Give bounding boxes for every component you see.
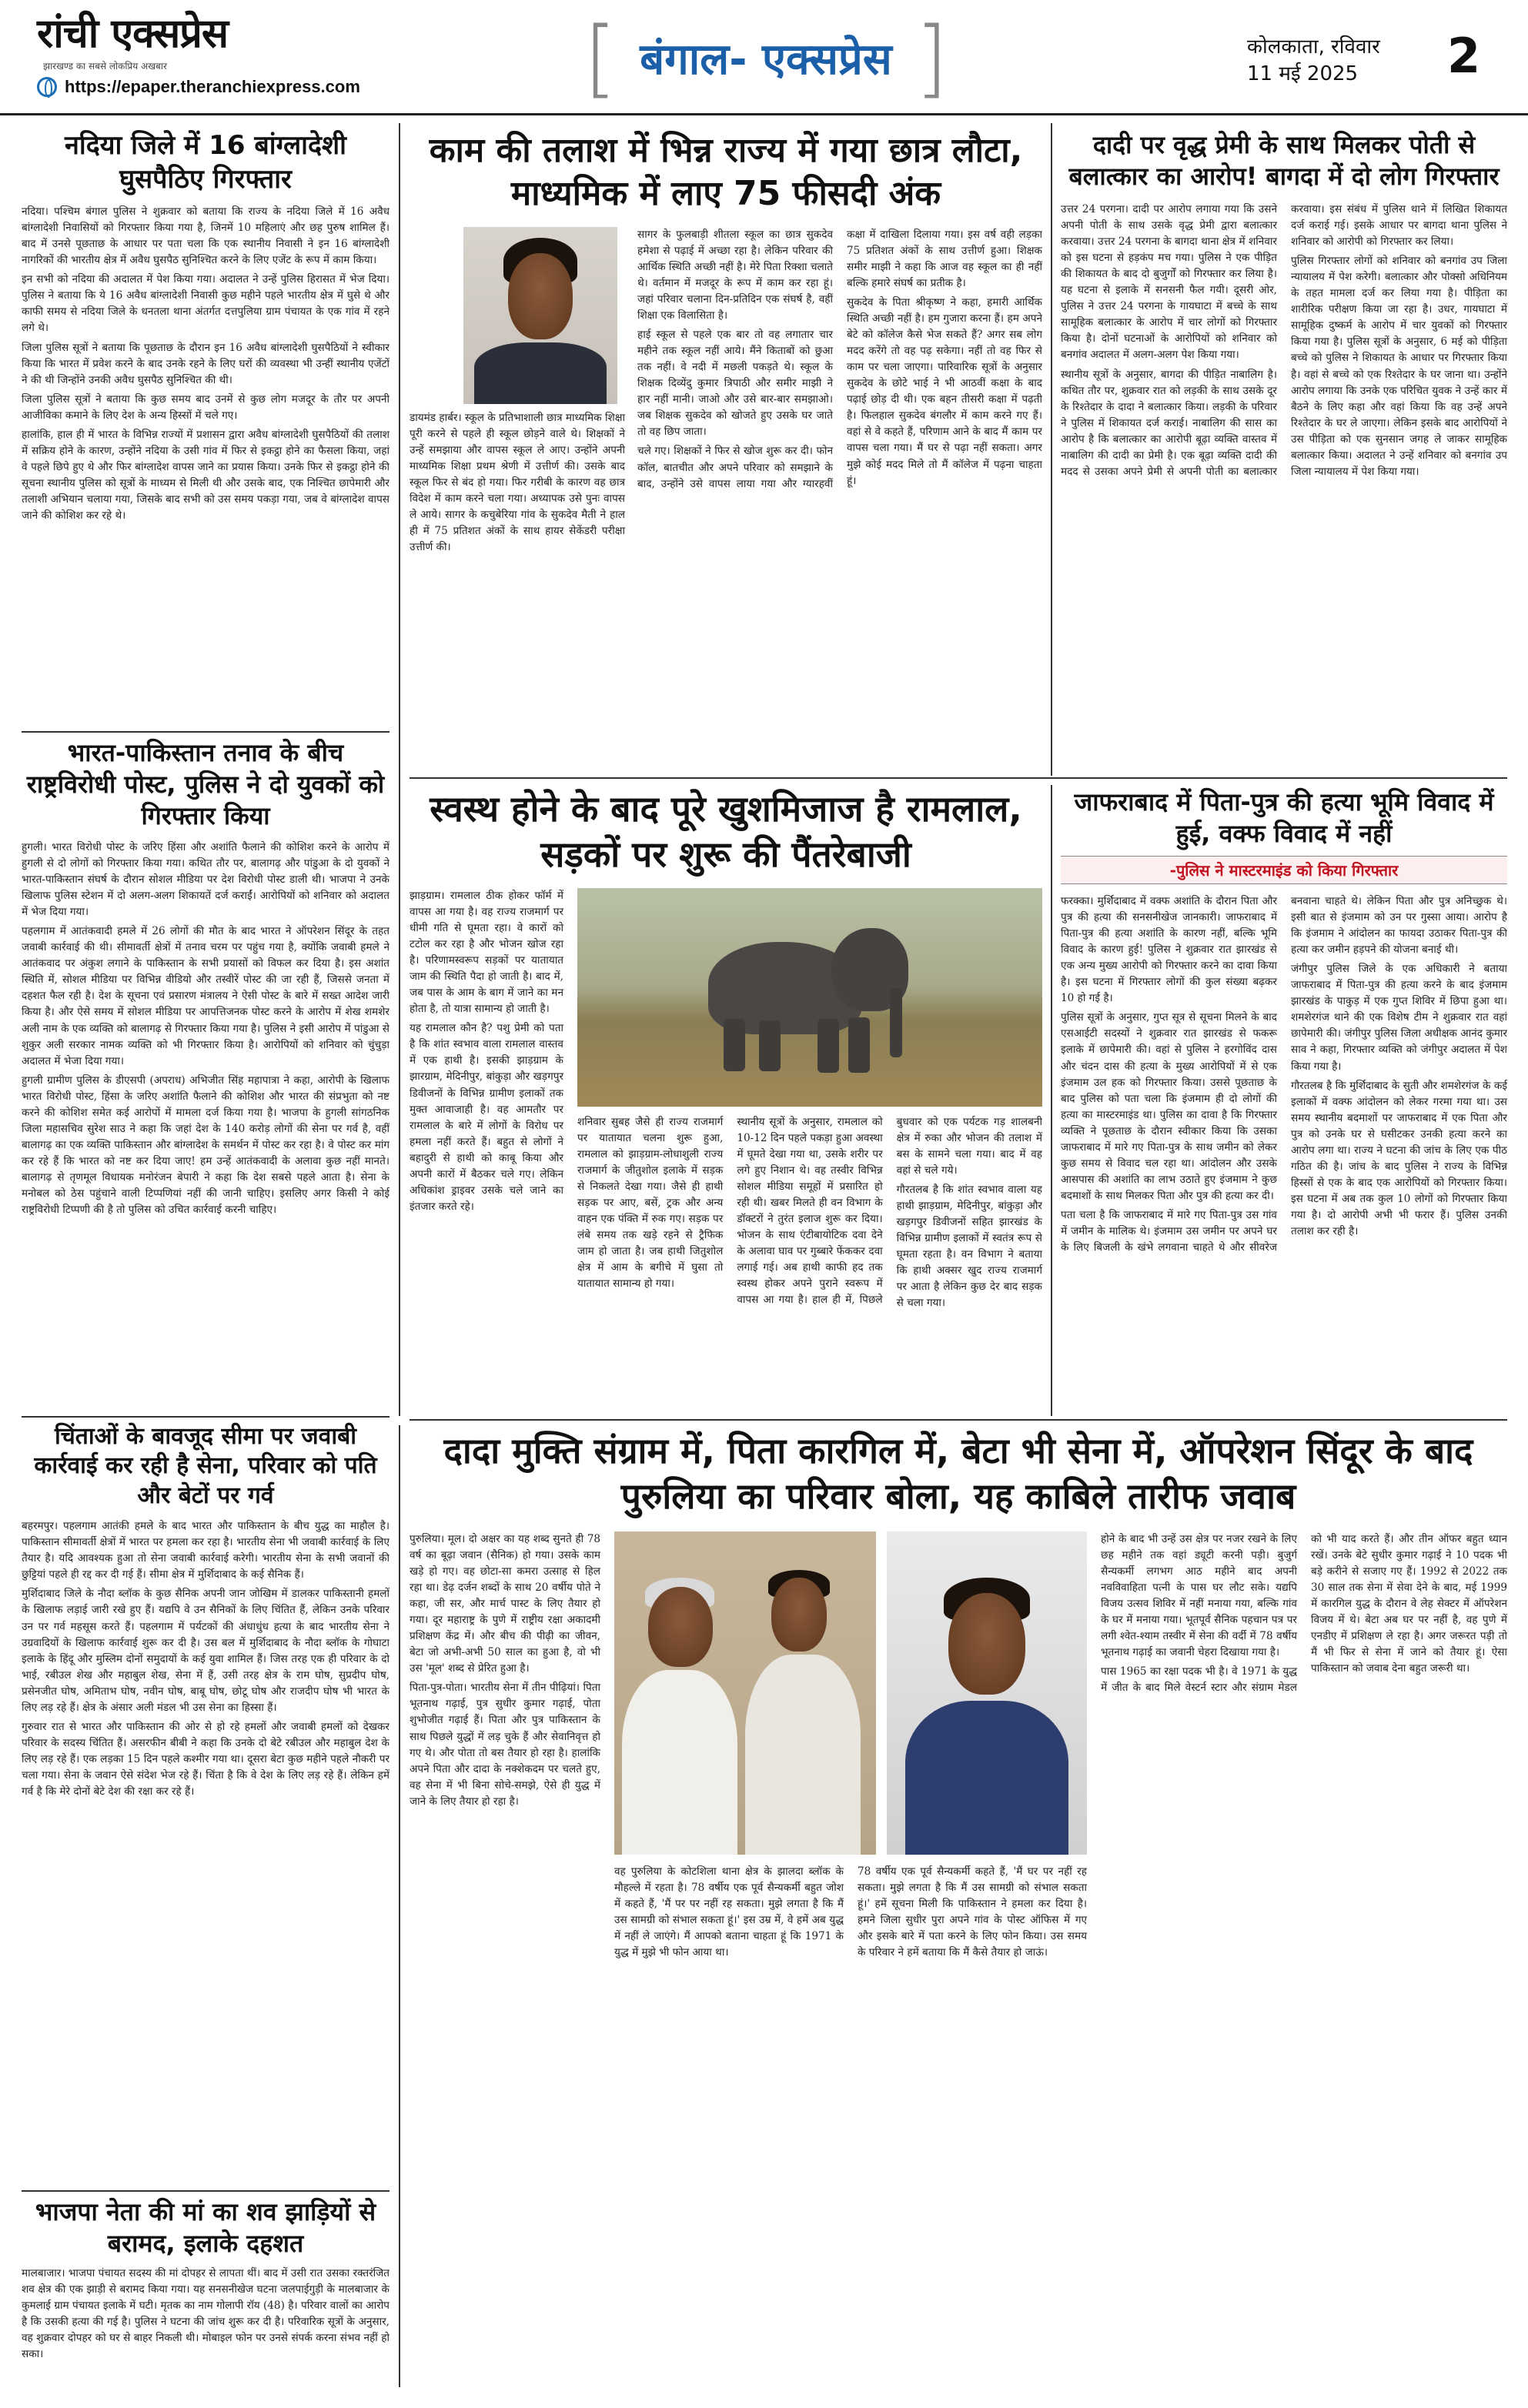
- paragraph: डायमंड हार्बर। स्कूल के प्रतिभाशाली छात्र माध्यमिक शिक्षा पूरी करने से पहले ही स्कूल छोड़ने वाले थे। शिक्षकों ने उन्हें समझाया और वापस स्कूल ले आए। उन्होंने अपनी माध्यमिक शिक्षा प्रथम श्रेणी में उत्तीर्ण की। उसके बाद स्कूल फिर से बंद हो गया। फिर गरीबी के कारण वह छात्र विदेश में काम करने चला गया। अध्यापक उसे पुनः वापस ले आये। सागर के कचुबेरिया गांव के सुकदेव मैती ने हाल ही में 75 प्रतिशत अंकों के साथ हायर सेकेंडरी परीक्षा उत्तीर्ण की।: [410, 411, 625, 554]
- article-purulia: [410, 1428, 1507, 2387]
- article-body: [22, 840, 390, 1218]
- paragraph: होने के बाद भी उन्हें उस क्षेत्र पर नजर रखने के लिए छह महीने तक वहां ड्यूटी करनी पड़ी। बुजुर्ग सैन्यकर्मी लगभग आठ महीने बाद अपनी नवविवाहिता पत्नी के पास घर लौट सके। यद्यपि विजय उत्सव शिविर में नहीं मनाया गया, बल्कि गांव के घर में मनाया गया। भूतपूर्व सैनिक पहचान पत्र पर लगी श्वेत-श्याम तस्वीर में सेना की वर्दी में 78 वर्षीय भूतनाथ गढ़ाई का जवानी चेहरा दिखाया गया है।: [1101, 1532, 1297, 1659]
- face-shape: [771, 1578, 827, 1652]
- section-divider: [22, 1416, 390, 1418]
- section-divider: [22, 2190, 390, 2192]
- article-body: [410, 410, 625, 556]
- brand-logo[interactable]: [37, 5, 406, 74]
- paragraph: हुगली। भारत विरोधी पोस्ट के जरिए हिंसा और अशांति फैलाने की कोशिश करने के आरोप में हुगली से दो लोगों को गिरफ्तार किया गया। कथित तौर पर, बालागढ़ और पांडुआ के दो युवकों ने भारत-पाकिस्तान संघर्ष के दौरान सोशल मीडिया पर देश विरोधी पोस्ट डाली थी। भाजपा ने उनके खिलाफ पुलिस स्टेशन में दो अलग-अलग शिकायतें दर्ज कराईं। आरोपियों को शनिवार को अदालत में भेज दिया गया।: [22, 840, 390, 919]
- paragraph: वह पुरुलिया के कोटशिला थाना क्षेत्र के झालदा ब्लॉक के मौहल्ले में रहता है। 78 वर्षीय एक पूर्व सैन्यकर्मी बहुत जोश में कहते हैं, 'मैं पर पर नहीं रह सकता। मुझे लगता है कि मैं उस सामग्री को संभाल सकता हूं।' इस उम्र में, वे हमें अब युद्ध में नहीं ले जाएंगे। मैं आपको बताना चाहता हूं कि 1971 के युद्ध में मुझे भी फोन आया था।: [614, 1865, 844, 1959]
- elephant-leg-shape: [848, 1017, 870, 1073]
- paragraph: सागर के फुलबाड़ी शीतला स्कूल का छात्र सुकदेव हमेशा से पढ़ाई में अच्छा रहा है। लेकिन परिवार की आर्थिक स्थिति अच्छी नहीं है। मेरे पिता रिक्शा चलाते थे। वर्तमान में मजदूर के रूप में काम कर रहा हूं। जहां परिवार चलाना दिन-प्रतिदिन एक संघर्ष है, वहीं शिक्षा एक विलासिता है।: [637, 228, 833, 322]
- article-body: [22, 2266, 390, 2363]
- section-banner: [566, 8, 966, 107]
- paragraph: गौरतलब है कि मुर्शिदाबाद के सुती और शमशेरगंज के कई इलाकों में वक्फ आंदोलन को लेकर गरमा गया था। उस समय स्थानीय बदमाशों पर जाफराबाद में एक पिता और पुत्र को उनके घर से घसीटकर उनकी हत्या करने का आरोप लगा था। राज्य ने घटना की जांच के लिए एक पीठ गठित की है। जांच के बाद पुलिस ने राज्य के विभिन्न हिस्सों से एक के बाद एक आरोपियों को गिरफ्तार किया। इस घटना में अब तक कुल 10 लोगों को गिरफ्तार किया गया है। दो आरोपी अभी भी फरार हैं। पुलिस उनकी तलाश कर रही है।: [1291, 1079, 1507, 1238]
- paragraph: बहरमपुर। पहलगाम आतंकी हमले के बाद भारत और पाकिस्तान के बीच युद्ध का माहौल है। पाकिस्तान सीमावर्ती क्षेत्रों में भारत पर हमला कर रहा है। भारतीय सेना भी जवाबी कार्रवाई के लिए तैयार है। यदि आवश्यक हुआ तो सेना जवाबी कार्रवाई करेगी। भारतीय सेना के सभी जवानों की छुट्टियां पहले ही रद्द कर दी गई हैं। सीमा क्षेत्र में मुर्शिदाबाद के कई सैनिक हैं।: [22, 1520, 390, 1581]
- bracket-right-icon: ]: [914, 8, 948, 107]
- paragraph: पुलिस गिरफ्तार लोगों को शनिवार को बनगांव उप जिला न्यायालय में पेश करेगी। बलात्कार और पोक्सो अधिनियम के तहत मामला दर्ज कर लिया गया है। पीड़िता का शारीरिक परीक्षण किया जा रहा है। उधर, गायघाटा में सामूहिक दुष्कर्म के आरोप में चार युवकों को गिरफ्तार किया गया है। पुलिस सूत्रों के अनुसार, 6 मई को पीड़िता बच्चे को पुलिस ने शिकायत के आधार पर गिरफ्तार किया है। वहां से बच्चे को एक रिश्तेदार के घर जाना था। उन्होंने आरोप लगाया कि उनके एक परिचित युवक ने उन्हें कार में बैठने के लिए कहा और वहां किया कि वह उन्हें अपने रिश्तेदार के घर ले जाएगा। लेकिन इसके बाद आरोपियों ने उस पीड़िता को एक सुनसान जगह ले जाकर सामूहिक बलात्कार किया। अदालत ने उन्हें शनिवार को बनगांव उप जिला न्यायालय में पेश किया गया।: [1291, 255, 1507, 478]
- face-shape: [948, 1593, 1025, 1695]
- article-body: [1101, 1531, 1507, 2363]
- elephant-leg-shape: [759, 1020, 781, 1071]
- paragraph: पुलिस सूत्रों के अनुसार, गुप्त सूत्र से सूचना मिलने के बाद एसआईटी सदस्यों ने शुक्रवार रात झारखंड से फकरू इलाके में छापेमारी की। वहां से पुलिस ने हरगोविंद दास और चंदन दास की हत्या के मुख्य आरोपियों में से एक इंजमाम उल हक को गिरफ्तार किया। उससे पूछताछ के बाद पुलिस को पता चला कि इंजमाम ही दो लोगों की हत्या का मास्टरमाइंड था। पुलिस का दावा है कि गिरफ्तार व्यक्ति ने पूछताछ के दौरान स्वीकार किया कि उसका जाफराबाद में मारे गए पिता-पुत्र के साथ जमीन को लेकर कुछ समय से विवाद चल रहा था। आंदोलन और उसके आसपास की अशांति का लाभ उठाते हुए इंजमाम ने कुछ बदमाशों के साथ मिलकर पिता और पुत्र की हत्या कर दी।: [1061, 1011, 1277, 1203]
- paragraph: जिला पुलिस सूत्रों ने बताया कि कुछ समय बाद उनमें से कुछ लोग मजदूर के तौर पर अपनी आजीविका कमाने के लिए देश के अन्य हिस्सों में चले गए।: [22, 392, 390, 422]
- paragraph: पता चला है कि जाफराबाद में मारे गए पिता-पुत्र उस गांव में जमीन के मालिक थे। इंजमाम उस जमीन पर अपने घर के लिए बिजली के खंभे लगवाना चाहते थे और सीवरेज बनवाना चाहते थे। लेकिन पिता और पुत्र अनिच्छुक थे। इसी बात से इंजमाम को उन पर गुस्सा आया। आरोप है कि इंजमाम ने आंदोलन का फायदा उठाकर पिता-पुत्र की हत्या कर जमीन हड़पने की योजना बनाई थी।: [1061, 894, 1507, 1254]
- paragraph: गौरतलब है कि शांत स्वभाव वाला यह हाथी झाड़ग्राम, मेदिनीपुर, बांकुड़ा और खड़गपुर डिवीजनों सहित झारखंड के विभिन्न ग्रामीण इलाकों में स्वतंत्र रूप से घूमता रहता है। वन विभाग ने बताया कि हाथी अक्सर खुद राज्य राजमार्ग पर आता है लेकिन कुछ देर बाद सड़क से चला गया।: [896, 1184, 1042, 1310]
- headline: जाफराबाद में पिता-पुत्र की हत्या भूमि विवाद में हुई, वक्फ विवाद में नहीं: [1074, 787, 1494, 848]
- family-photo: [614, 1531, 876, 1855]
- column-divider: [399, 1425, 400, 2387]
- issue-date: 11 मई 2025: [1247, 62, 1359, 86]
- paragraph: इन सभी को नदिया की अदालत में पेश किया गया। अदालत ने उन्हें पुलिस हिरासत में भेज दिया। पुलिस ने बताया कि ये 16 अवैध बांग्लादेशी निवासी कुछ महीने पहले भारतीय क्षेत्र में घुसे थे और काफी समय से नदिया जिले के धनतला थाना अंतर्गत दत्तपुलिया ग्राम पंचायत के एक गांव में रहने लगे थे।: [22, 273, 390, 335]
- section-divider: [410, 777, 1507, 779]
- column-divider: [399, 123, 400, 1416]
- article-kaam-talash: [410, 129, 1042, 768]
- column-divider: [1051, 785, 1052, 1416]
- paragraph: यह रामलाल कौन है? पशु प्रेमी को पता है कि शांत स्वभाव वाला रामलाल वास्तव में एक हाथी है। इसकी झाड़ग्राम के झारग्राम, मेदिनीपुर, बांकुड़ा और खड़गपुर डिवीजनों के विभिन्न ग्रामीण इलाकों तक मुक्त आवाजाही है। वह आमतौर पर रामलाल के बारे में लोगों के विरोध पर हमला नहीं करते हैं। बहुत से लोगों ने बहादुरी से हाथी को काबू किया और अपनी कारों में बैठकर चले गए। लेकिन अधिकांश ड्राइवर उसके चले जाने का इंतजार करते रहे।: [410, 1022, 563, 1213]
- headline: काम की तलाश में भिन्न राज्य में गया छात्र लौटा, माध्यमिक में लाए 75 फीसदी अंक: [429, 131, 1023, 214]
- face-shape: [648, 1587, 713, 1667]
- paragraph: हुगली ग्रामीण पुलिस के डीएसपी (अपराध) अभिजीत सिंह महापात्रा ने कहा, आरोपी के खिलाफ भारत विरोधी पोस्ट, हिंसा के जरिए अशांति फैलाने की कोशिश और भारत की संप्रभुता को नष्ट करने की कोशिश समेत कई आरोपों में मामला दर्ज किया गया है। भाजपा के हुगली सांगठनिक जिला महासचिव सुरेश साउ ने कहा कि जहां देश के 140 करोड़ लोगों की सेना पर गर्व है, वहीं बालागढ़ का एक व्यक्ति पाकिस्तान और बांग्लादेश के समर्थन में पोस्ट कर रहा है। वे पोस्ट कर मांग कर रहे हैं कि भारत को नष्ट कर दिया जाए! हम उन्हें आतंकवादी के अलावा कुछ नहीं मानते। बालागढ़ से तृणमूल विधायक मनोरंजन बेपारी ने कहा कि देश सबसे पहले आता है। सेना के मनोबल को ठेस पहुंचाने वाली टिप्पणियां नहीं की जानी चाहिए। इसलिए अगर किसी ने कोई राष्ट्रविरोधी टिप्पणी की है तो पुलिस को उचित कार्रवाई करनी चाहिए।: [22, 1074, 390, 1217]
- elephant-photo: [577, 888, 1042, 1107]
- paragraph: सुकदेव के पिता श्रीकृष्ण ने कहा, हमारी आर्थिक स्थिति अच्छी नहीं है। हम गुजारा करना हैं। हम अपने बेटे को कॉलेज कैसे भेज सकते हैं? अगर सब लोग मदद करेंगे तो वह पढ़ सकेगा। नहीं तो वह फिर से काम पर चला जाएगा। पारिवारिक सूत्रों के अनुसार सुकदेव के छोटे भाई ने भी आठवीं कक्षा के बाद पढ़ाई छोड़ दी थी। एक बहन तीसरी कक्षा में पढ़ती है। फिलहाल सुकदेव बंगलौर में काम करने गए हैं। वहां से वे कहते हैं, परिणाम आने के बाद मैं काम पर वापस चला गया। मैं घर से पढ़ा नहीं सकता। अगर मुझे कोई मदद मिले तो मैं कॉलेज में पढ़ना चाहता हूं।: [847, 296, 1042, 487]
- article-bjp-neta: [22, 2196, 390, 2389]
- subheadline: -पुलिस ने मास्टरमाइंड को किया गिरफ्तार: [1061, 856, 1507, 884]
- paragraph: उत्तर 24 परगना। दादी पर आरोप लगाया गया कि उसने अपनी पोती के साथ उसके वृद्ध प्रेमी द्वारा बलात्कार करवाया। उत्तर 24 परगना के बागदा थाना क्षेत्र में शनिवार को इस घटना से हड़कंप मच गया। पुलिस ने एक पीड़ित की शिकायत के बाद दो बुजुर्गों को गिरफ्तार कर लिया है। यह घटना से इलाके में सनसनी फैल गयी। दूसरी ओर, पुलिस ने उत्तर 24 परगना के गायघाटा में बच्चे के साथ सामूहिक बलात्कार के आरोप में चार लोगों को गिरफ्तार किया है। दोनों घटनाओं के आरोपियों को शनिवार को बनगांव अदालत में अलग-अलग पेश किया गया।: [1061, 202, 1277, 362]
- article-body: [1061, 893, 1507, 1256]
- headline: दादी पर वृद्ध प्रेमी के साथ मिलकर पोती से बलात्कार का आरोप! बागदा में दो लोग गिरफ्तार: [1068, 130, 1500, 191]
- section-divider: [22, 731, 390, 733]
- paragraph: स्थानीय सूत्रों के अनुसार, रामलाल को 10-12 दिन पहले पकड़ा हुआ अवस्था में घूमते देखा गया था, उसके शरीर पर लगे हुए निशान थे। वह तस्वीर विभिन्न सोशल मीडिया समूहों में प्रसारित हो रही थी। खबर मिलते ही वन विभाग के डॉक्टरों ने तुरंत इलाज शुरू कर दिया। भोजन के साथ एंटीबायोटिक दवा देने के अलावा घाव पर गुब्बारे फेंककर दवा लगाई गई। अब हाथी काफी हद तक स्वस्थ होकर अपने पुराने स्वरूप में वापस आ गया है। हाल ही में, पिछले बुधवार को एक पर्यटक गड़ शालबनी क्षेत्र में रुका और भोजन की तलाश में बस के सामने चला गया। बाद में वह वहां से चले गये।: [737, 1115, 1042, 1307]
- epaper-url: https://epaper.theranchiexpress.com: [65, 77, 360, 96]
- article-layout: [410, 1531, 1507, 2363]
- article-col-with-photo: [410, 227, 625, 559]
- shirt-shape: [745, 1655, 861, 1855]
- paragraph: नदिया। पश्चिम बंगाल पुलिस ने शुक्रवार को बताया कि राज्य के नदिया जिले में 16 अवैध बांग्लादेशी निवासियों को गिरफ्तार किया गया है, जिनमें 10 महिलाएं और छह पुरुष शामिल हैं। बाद में उनसे पूछताछ के आधार पर पता चला कि एक स्थानीय निवासी ने इन 16 बांग्लादेशी नागरिकों की भारतीय क्षेत्र में अवैध घुसपैठ सुनिश्चित करने के लिए एजेंट के रूप में काम किया।: [22, 205, 390, 267]
- paragraph: मुर्शिदाबाद जिले के नौदा ब्लॉक के कुछ सैनिक अपनी जान जोखिम में डालकर पाकिस्तानी हमलों के खिलाफ लड़ाई जारी रखे हुए हैं। यद्यपि वे उन सैनिकों के लिए चिंतित हैं, लेकिन उनके परिवार उन पर गर्व महसूस करते हैं। पहलगाम में पर्यटकों की अंधाधुंध हत्या के बाद भारतीय सेना ने उग्रवादियों के खिलाफ कार्रवाई शुरू कर दी है। उस बल में मुर्शिदाबाद के नौदा ब्लॉक के गोघाटा इलाके के हिंदू और मुस्लिम दोनों समुदायों के कई युवा शामिल हैं। जिस तरह एक ही परिवार के दो भाई, रबीउल शेख और महाबुल शेख, सेना में हैं, उसी तरह क्षेत्र के राम घोष, सुप्रदीप घोष, प्रसेनजीत घोष, अमिताभ घोष, नवीन घोष, बाबू घोष, छोटू घोष और राजदीप घोष भी भारत के लिए लड़ रहे हैं। क्षेत्र के अंसार अली मंडल भी उस सेना का हिस्सा हैं।: [22, 1588, 390, 1714]
- article-body: [577, 1114, 1042, 1381]
- article-jafrabad: [1061, 787, 1507, 1410]
- headline: भाजपा नेता की मां का शव झाड़ियों से बरामद, इलाके दहशत: [35, 2197, 376, 2258]
- paragraph: पहलगाम में आतंकवादी हमले में 26 लोगों की मौत के बाद भारत ने ऑपरेशन सिंदूर के तहत जवाबी कार्रवाई की थी। सीमावर्ती क्षेत्रों में तनाव चरम पर पहुंच गया है, क्योंकि जवाबी हमले ने आतंकवाद पर अंकुश लगाने के पाकिस्तान के सभी प्रयासों को विफल कर दिया है। इस अशांत स्थिति में, सोशल मीडिया पर विभिन्न वीडियो और तस्वीरें पोस्ट की जा रही हैं, जिससे जनता में दहशत फैल रही है। देश के सूचना एवं प्रसारण मंत्रालय ने ऐसी पोस्ट के बारे में सख्त आदेश जारी किया है। और ऐसे समय में सोशल मीडिया पर आपत्तिजनक पोस्ट करने के आरोप में शेख शमशेर अली नाम के एक व्यक्ति को बालागढ़ से गिरफ्तार किया गया है। पुलिस ने इसी आरोप में पांडुआ से शुकुर अली सरकार नामक व्यक्ति को भी गिरफ्तार किया है। आरोपियों को शनिवार को चुंचुड़ा अदालत में भेजा दिया गया।: [22, 925, 390, 1067]
- section-title: बंगाल- एक्सप्रेस: [640, 35, 892, 85]
- article-body: [1061, 202, 1507, 482]
- article-nadia: [22, 129, 390, 728]
- epaper-link[interactable]: [37, 77, 360, 97]
- paragraph: शनिवार सुबह जैसे ही राज्य राजमार्ग पर यातायात चलना शुरू हुआ, रामलाल को झाड़ग्राम-लोधाशुली राज्य राजमार्ग के जीतुशोल इलाके में सड़क से निकलते देखा गया। जैसे ही हाथी सड़क पर आए, बसें, ट्रक और अन्य वाहन एक पंक्ति में रुक गए। सड़क पर लंबे समय तक खड़े रहने से ट्रैफिक जाम हो जाता है। जब हाथी जितुशोल क्षेत्र में आम के बगीचे में घुसा तो यातायात सामान्य हो गया।: [577, 1115, 724, 1291]
- headline: नदिया जिले में 16 बांग्लादेशी घुसपैठिए गिरफ्तार: [65, 130, 346, 195]
- dateline: [1247, 34, 1380, 88]
- article-body: [614, 1864, 1087, 2363]
- elephant-trunk-shape: [890, 988, 902, 1057]
- shirt-shape: [905, 1701, 1068, 1855]
- article-body: [410, 1531, 600, 2363]
- elephant-leg-shape: [817, 1019, 839, 1073]
- brand-name: रांची एक्सप्रेस: [37, 11, 229, 57]
- paragraph: हाई स्कूल से पहले एक बार तो वह लगातार चार महीने तक स्कूल नहीं आये। मैंने किताबों को छुआ तक नहीं। वे नदी में मछली पकड़ते थे। स्कूल के शिक्षक दिव्येंदु कुमार त्रिपाठी और समीर माझी ने हार नहीं मानी। जाओ और उसे बार-बार समझाओ। जब शिक्षक सुकदेव को खोजते हुए उसके घर जाते तो वह छिप जाता।: [637, 329, 833, 439]
- page-number: 2: [1447, 28, 1481, 84]
- student-photo: [463, 227, 617, 404]
- elephant-leg-shape: [724, 1019, 745, 1071]
- article-dadi: [1061, 129, 1507, 768]
- bracket-left-icon: [: [583, 8, 617, 107]
- paragraph: पिता-पुत्र-पोता। भारतीय सेना में तीन पीढ़ियां। पिता भूतनाथ गढ़ाई, पुत्र सुधीर कुमार गढ़ाई, पोता शुभोजीत गढ़ाई हैं। पिता और पुत्र पाकिस्तान के साथ पिछले युद्धों में लड़ चुके हैं और सेवानिवृत्त हो गए थे। और पोता तो बस तैयार हो रहा है। हालांकि अपने पिता और दादा के नक्शेकदम पर चलते हुए, वह सेना में भी बिना सोचे-समझे, ऐसे ही युद्ध में जाने के लिए तैयार हो रहा है।: [410, 1682, 600, 1808]
- headline: स्वस्थ होने के बाद पूरे खुशमिजाज है रामलाल, सड़कों पर शुरू की पैंतरेबाजी: [430, 788, 1022, 875]
- paragraph: मालबाजार। भाजपा पंचायत सदस्य की मां दोपहर से लापता थीं। बाद में उसी रात उसका रक्तरंजित शव क्षेत्र की एक झाड़ी से बरामद किया गया। यह सनसनीखेज घटना जलपाईगुड़ी के मालबाजार के कुमलाई ग्राम पंचायत इलाके में घटी। मृतक का नाम गोलापी रॉय (48) है। परिवार वालों का आरोप है कि उसकी हत्या की गई है। पुलिस ने घटना की जांच शुरू कर दी है। परिवारिक सूत्रों के अनुसार, वह शुक्रवार दोपहर को घर से बाहर निकली थी। मोबाइल फोन पर उनसे संपर्क करना संभव नहीं हो सका।: [22, 2266, 390, 2361]
- headline: चिंताओं के बावजूद सीमा पर जवाबी कार्रवाई कर रही है सेना, परिवार को पति और बेटों पर गर्व: [34, 1423, 377, 1509]
- face-shape: [508, 253, 573, 339]
- paragraph: झाड़ग्राम। रामलाल ठीक होकर फॉर्म में वापस आ गया है। वह राज्य राजमार्ग पर धीमी गति से घूमता रहा। वे कारों को टटोल कर रहा है और भोजन खोज रहा है। परिणामस्वरूप सड़कों पर यातायात जाम की स्थिति पैदा हो जाती है। बाद में, जब पास के आम के बाग में जाने का मन होता है, तो यात्रा सामान्य हो जाती है।: [410, 889, 563, 1016]
- paragraph: जिला पुलिस सूत्रों ने बताया कि पूछताछ के दौरान इन 16 अवैध बांग्लादेशी घुसपैठियों ने स्वीकार किया कि भारत में प्रवेश करने के बाद उनके रहने के लिए घरों की व्यवस्था भी उन्हीं स्थानीय एजेंटों ने की थी जिन्होंने उनकी अवैध घुसपैठ सुनिश्चित की थी।: [22, 341, 390, 386]
- paragraph: स्थानीय सूत्रों के अनुसार, बागदा की पीड़ित नाबालिग है। कथित तौर पर, शुक्रवार रात को लड़की के साथ उसके दूर के रिश्तेदार के दादा ने बलात्कार किया। लड़की के परिवार ने पुलिस में शिकायत दर्ज कराई। नाबालिग की सास का आरोप है कि बलात्कार का आरोपी बूढ़ा व्यक्ति वास्तव में नाबालिग की दादी का प्रेमी है। एक बूढ़ा व्यक्ति दादी की मदद से उसका अपने प्रेमी से अपनी पोती का बलात्कार करवाया। इस संबंध में पुलिस थाने में लिखित शिकायत दर्ज कराई गई। इसके आधार पर बागदा थाना पुलिस ने शनिवार को आरोपी को गिरफ्तार कर लिया।: [1061, 202, 1507, 478]
- paragraph: गुरुवार रात से भारत और पाकिस्तान की ओर से हो रहे हमलों और जवाबी हमलों को देखकर परिवार के सदस्य चिंतित हैं। असरफीन बीबी ने कहा कि उनके दो बेटे रबीउल और महाबुल देश के लिए लड़ रहे हैं। एक लड़का 15 दिन पहले कश्मीर गया था। दूसरा बेटा कुछ महीने पहले नौकरी पर चला गया। सेना के जवान ऐसे संदेश भेज रहे हैं। चिंता है कि वे देश के लिए लड़ रहे हैं। लेकिन हमें गर्व है कि मेरे दोनों बेटे देश की रक्षा कर रहे हैं।: [22, 1720, 390, 1798]
- section-divider: [410, 1419, 1507, 1421]
- brand-tagline: झारखण्ड का सबसे लोकप्रिय अखबार: [43, 61, 167, 72]
- globe-icon: [37, 77, 57, 97]
- article-columns: [410, 227, 1042, 559]
- article-body: [637, 227, 1042, 559]
- paragraph: पुरुलिया। मूल। दो अक्षर का यह शब्द सुनते ही 78 वर्ष का बूढ़ा जवान (सैनिक) हो गया। उसके काम खड़े हो गए। वह छोटा-सा कमरा उत्साह से हिल रहा था। डेढ़ दर्जन शब्दों के साथ 20 वर्षीय पोते ने कहा, जी सर, और मार्च पास्ट के लिए तैयार हो गया। दूर महाराष्ट्र के पुणे में राष्ट्रीय रक्षा अकादमी प्रशिक्षण केंद्र में। और बीच की पीढ़ी का जीवन, बेटा जो अभी-अभी 50 साल का हुआ है, वो भी उस 'मूल' शब्द से प्रेरित हुआ है।: [410, 1532, 600, 1675]
- article-body: [410, 888, 563, 1218]
- paragraph: जंगीपुर पुलिस जिले के एक अधिकारी ने बताया जाफराबाद में पिता-पुत्र की हत्या करने के बाद इंजमाम झारखंड के पाकुड़ में एक गुप्त शिविर में छिपा हुआ था। शमशेरगंज थाने की एक विशेष टीम ने शुक्रवार रात वहां छापेमारी की। जंगीपुर पुलिस जिला अधीक्षक आनंद कुमार साव ने कहा, गिरफ्तार व्यक्ति को जंगीपुर अदालत में पेश किया गया है।: [1291, 963, 1507, 1073]
- article-body: [22, 1518, 390, 1800]
- paragraph: चले गए। शिक्षकों ने फिर से खोज शुरू कर दी। फोन कॉल, बातचीत और अपने परिवार को समझाने के बाद, उन्होंने उसे वापस लाया गया और ग्यारहवीं कक्षा में दाखिला दिलाया गया। इस वर्ष वही लड़का 75 प्रतिशत अंकों के साथ उत्तीर्ण हुआ। शिक्षक समीर माझी ने कहा कि आज वह स्कूल का ही नहीं बल्कि हमारे संघर्ष का प्रतीक है।: [637, 228, 1042, 490]
- masthead: [0, 0, 1528, 115]
- article-ramlal: [410, 787, 1042, 1410]
- headline: दादा मुक्ति संग्राम में, पिता कारगिल में, बेटा भी सेना में, ऑपरेशन सिंदूर के बाद पुरुलिया का परिवार बोला, यह काबिले तारीफ जवाब: [443, 1430, 1473, 1517]
- article-body: [22, 204, 390, 524]
- paragraph: हालांकि, हाल ही में भारत के विभिन्न राज्यों में प्रशासन द्वारा अवैध बांग्लादेशी घुसपैठियों की तलाश में सक्रिय होने के कारण, उन्होंने नदिया के उसी गांव में फिर से इकट्ठा होने का फैसला किया, जहां वे पहले छिपे हुए थे और फिर बांग्लादेश वापस जाने का प्रयास किया। उनके फिर से इकट्ठा होने की सूचना स्थानीय पुलिस को सूत्रों के माध्यम से मिली थी और उसके बाद, एक निश्चित छापेमारी और तलाशी अभियान चलाया गया, जिसके बाद सभी को उस समय पकड़ा गया, जब वे बांग्लादेश वापस जाने की कोशिश कर रहे थे।: [22, 428, 390, 523]
- article-layout: [410, 888, 1042, 1381]
- column-divider: [1051, 123, 1052, 776]
- article-seema: [22, 1422, 390, 2184]
- headline: भारत-पाकिस्तान तनाव के बीच राष्ट्रविरोधी पोस्ट, पुलिस ने दो युवकों को गिरफ्तार किया: [26, 738, 385, 830]
- paragraph: 78 वर्षीय एक पूर्व सैन्यकर्मी कहते हैं, 'मैं घर पर नहीं रह सकता। मुझे लगता है कि मैं उस सामग्री को संभाल सकता हूं।' हमें सूचना मिली कि पाकिस्तान ने हमला कर दिया है। हमने जिला सुधीर पुरा अपने गांव के पोस्ट ऑफिस में गए और इसके बारे में पता करने के लिए फोन किया। उस समय के परिवार ने हमें बताया कि मैं कैसे तैयार हो जाऊं।: [858, 1865, 1087, 1959]
- soldier-son-photo: [887, 1531, 1087, 1855]
- paragraph: फरक्का। मुर्शिदाबाद में वक्फ अशांति के दौरान पिता और पुत्र की हत्या की सनसनीखेज जानकारी। जाफराबाद में पिता-पुत्र की हत्या अशांति के कारण नहीं, बल्कि भूमि विवाद के कारण हुई! पुलिस ने शुक्रवार रात झारखंड से एक अन्य मुख्य आरोपी को गिरफ्तार करने का दावा किया है। इस घटना में गिरफ्तार लोगों की कुल संख्या बढ़कर 10 हो गई है।: [1061, 894, 1277, 1005]
- shirt-shape: [474, 342, 607, 404]
- article-bharat-pak: [22, 737, 390, 1407]
- paragraph: पास 1965 का रक्षा पदक भी है। वे 1971 के युद्ध में जीत के बाद मिले वेस्टर्न स्टार और संग्राम मेडल को भी याद करते हैं। और तीन ऑफर बहुत ध्यान रखें। उनके बेटे सुधीर कुमार गढ़ाई ने 10 पदक भी बड़े करीने से सजाए गए हैं। 1992 से 2022 तक 30 साल तक सेना में सेवा देने के बाद, मई 1999 में कारगिल युद्ध के दौरान वे लेह सेक्टर में ऑपरेशन विजय में थे। बेटा अब घर पर नहीं है, वह पुणे में एनडीए में प्रशिक्षण ले रहा है। अगर जरूरत पड़ी तो मैं भी फिर से सेना में जाने को तैयार हूं। ऐसा पाकिस्तान को जवाब देना बहुत जरूरी था।: [1101, 1532, 1507, 1695]
- shirt-shape: [622, 1670, 737, 1855]
- city-day: कोलकाता, रविवार: [1247, 35, 1380, 58]
